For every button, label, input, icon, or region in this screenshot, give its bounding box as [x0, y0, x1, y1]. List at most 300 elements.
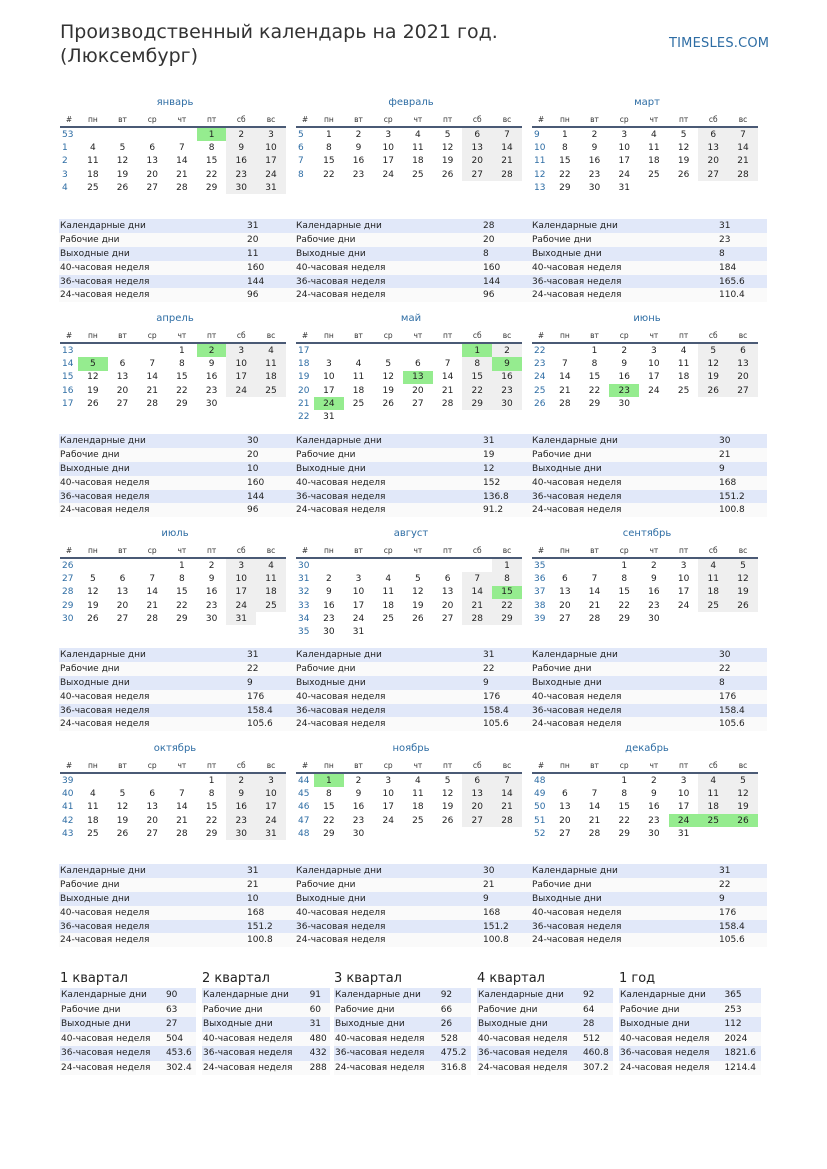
weekday-header: ср: [609, 544, 639, 558]
stat-row: [295, 704, 531, 718]
day-cell: [728, 397, 758, 410]
stat-row: [60, 1003, 196, 1018]
week-number: 18: [298, 358, 310, 369]
stat-row: [619, 1003, 761, 1018]
day-cell: 11: [382, 587, 394, 598]
day-cell: 15: [618, 587, 630, 598]
stat-value: 9: [718, 462, 767, 476]
day-cell: 21: [146, 385, 158, 396]
day-cell: 11: [648, 142, 660, 153]
stat-label: 36-часовая неделя: [477, 1046, 582, 1061]
week-row: [60, 141, 286, 154]
day-cell: 8: [325, 142, 332, 153]
day-cell: 14: [588, 587, 601, 598]
stat-value: 96: [246, 503, 295, 517]
weekday-header: чт: [639, 759, 669, 773]
stat-value: 60: [309, 1003, 330, 1018]
day-cell: 23: [352, 815, 365, 826]
week-number: 48: [298, 828, 310, 839]
week-row: [296, 371, 522, 384]
day-cell: 11: [412, 142, 424, 153]
week-row: [532, 141, 758, 154]
stat-label: Рабочие дни: [60, 1003, 165, 1018]
stat-label: 40-часовая неделя: [202, 1032, 309, 1047]
day-cell: 31: [256, 827, 286, 840]
stat-row: [295, 878, 531, 892]
weekday-header: пт: [433, 544, 463, 558]
day-cell: 27: [116, 398, 129, 409]
week-row: [532, 384, 758, 397]
day-cell: 6: [561, 788, 568, 799]
stat-value: 31: [718, 864, 767, 878]
stat-row: [60, 988, 196, 1003]
day-cell: 9: [591, 142, 598, 153]
month-name: сентябрь: [622, 528, 672, 539]
week-row: [296, 384, 522, 397]
stat-value: 176: [718, 690, 767, 704]
day-cell: 27: [146, 828, 158, 839]
day-cell: 7: [149, 358, 156, 369]
day-cell: 4: [698, 773, 728, 787]
stat-label: Выходные дни: [295, 247, 482, 261]
day-cell: 5: [680, 129, 687, 140]
day-cell: 15: [559, 156, 571, 167]
stat-label: Календарные дни: [59, 648, 246, 662]
day-cell: 17: [677, 802, 690, 813]
stat-value: 158.4: [718, 920, 767, 934]
day-cell: 19: [728, 586, 758, 599]
stat-row: [295, 920, 531, 934]
weekday-header: ср: [137, 544, 167, 558]
day-cell: 5: [119, 788, 126, 799]
stat-value: 144: [246, 275, 295, 289]
stat-row: [334, 988, 471, 1003]
day-cell: 23: [588, 169, 601, 180]
week-number: 27: [62, 573, 74, 584]
day-cell: 2: [355, 129, 362, 140]
day-cell: 16: [205, 372, 218, 383]
weekday-header: сб: [698, 544, 728, 558]
month-stats: [59, 864, 295, 947]
day-cell: 25: [87, 828, 99, 839]
stat-row: [59, 690, 295, 704]
stat-value: 151.2: [482, 920, 531, 934]
stat-value: 152: [482, 476, 531, 490]
brand-logo-text[interactable]: TIMESLES.COM: [669, 36, 770, 51]
day-cell: 3: [680, 560, 687, 571]
day-cell: 25: [698, 599, 728, 612]
weekday-header: вс: [492, 544, 522, 558]
stat-label: 24-часовая неделя: [531, 717, 718, 731]
week-number: 25: [534, 385, 546, 396]
stat-value: 316.8: [440, 1061, 471, 1076]
weekday-header: вт: [344, 544, 374, 558]
month-table: [60, 544, 286, 625]
day-cell: 26: [87, 613, 99, 624]
stat-label: 36-часовая неделя: [59, 920, 246, 934]
stat-label: 24-часовая неделя: [59, 933, 246, 947]
stat-label: Календарные дни: [531, 434, 718, 448]
week-row: [60, 572, 286, 585]
day-cell: [137, 343, 167, 357]
month-stats: [59, 219, 295, 302]
week-number: 17: [298, 345, 310, 356]
day-cell: 16: [588, 156, 601, 167]
stat-label: 24-часовая неделя: [295, 933, 482, 947]
day-cell: [78, 558, 108, 572]
day-cell: 26: [677, 169, 690, 180]
day-cell: 2: [197, 343, 227, 357]
week-number: 49: [534, 788, 546, 799]
week-number: 41: [62, 802, 74, 813]
day-cell: 15: [618, 802, 630, 813]
day-cell: 21: [559, 385, 571, 396]
month-name: август: [393, 528, 429, 539]
stat-label: Выходные дни: [295, 676, 482, 690]
stat-label: Календарные дни: [334, 988, 440, 1003]
day-cell: [137, 127, 167, 141]
day-cell: 23: [226, 814, 256, 827]
week-row: [532, 787, 758, 800]
day-cell: 5: [119, 142, 126, 153]
day-cell: 15: [205, 156, 218, 167]
month-table: [60, 759, 286, 840]
weekday-header: пн: [314, 759, 344, 773]
day-cell: [433, 625, 463, 638]
weekday-header: пн: [550, 759, 580, 773]
weekday-header: чт: [639, 113, 669, 127]
day-cell: 8: [492, 572, 522, 585]
weekday-header: ср: [373, 113, 403, 127]
day-cell: 15: [492, 586, 522, 599]
quarter-title: 2 квартал: [202, 971, 270, 986]
day-cell: [108, 127, 138, 141]
stat-label: Календарные дни: [202, 988, 309, 1003]
day-cell: 15: [205, 802, 218, 813]
day-cell: 11: [698, 572, 728, 585]
day-cell: 20: [462, 801, 492, 814]
month-name: декабрь: [625, 743, 669, 754]
day-cell: 18: [382, 600, 394, 611]
day-cell: 29: [176, 398, 188, 409]
weekday-header: ср: [373, 759, 403, 773]
day-cell: 2: [651, 775, 657, 786]
stat-value: 10: [246, 892, 295, 906]
week-number: 35: [534, 560, 546, 571]
stat-label: Рабочие дни: [531, 233, 718, 247]
day-cell: 25: [698, 814, 728, 827]
day-cell: 10: [677, 788, 690, 799]
week-row: [296, 801, 522, 814]
stat-label: Календарные дни: [295, 219, 482, 233]
day-cell: [373, 827, 403, 840]
week-number: 30: [62, 613, 74, 624]
stat-row: [531, 704, 767, 718]
day-cell: 5: [728, 558, 758, 572]
day-cell: 30: [226, 827, 256, 840]
day-cell: 14: [146, 587, 158, 598]
day-cell: 6: [149, 788, 156, 799]
stat-label: 36-часовая неделя: [59, 490, 246, 504]
stat-row: [295, 490, 531, 504]
stat-value: 158.4: [718, 704, 767, 718]
stat-row: [531, 219, 767, 233]
day-cell: 30: [205, 398, 218, 409]
quarter-table: [202, 988, 330, 1075]
month-stats: [531, 648, 767, 731]
day-cell: 16: [648, 587, 660, 598]
weekday-header: пт: [433, 113, 463, 127]
day-cell: 22: [588, 385, 601, 396]
day-cell: 3: [621, 129, 628, 140]
day-cell: 2: [226, 127, 256, 141]
day-cell: 25: [412, 169, 424, 180]
day-cell: [462, 410, 492, 423]
day-cell: 31: [677, 828, 690, 839]
day-cell: 18: [256, 371, 286, 384]
day-cell: 28: [492, 168, 522, 181]
day-cell: 18: [648, 156, 660, 167]
week-row: [296, 572, 522, 585]
stat-value: 28: [582, 1017, 613, 1032]
day-cell: 14: [492, 141, 522, 154]
week-row: [60, 827, 286, 840]
stat-value: 90: [165, 988, 196, 1003]
stat-value: 22: [482, 662, 531, 676]
day-cell: 20: [116, 385, 129, 396]
day-cell: [78, 127, 108, 141]
day-cell: [108, 773, 138, 787]
stat-value: 100.8: [482, 933, 531, 947]
stat-label: 40-часовая неделя: [59, 906, 246, 920]
day-cell: 1: [561, 129, 568, 140]
day-cell: 29: [205, 828, 218, 839]
day-cell: [344, 343, 374, 357]
day-cell: 14: [559, 372, 571, 383]
stat-label: Выходные дни: [59, 676, 246, 690]
quarter-title: 1 год: [619, 971, 656, 986]
day-cell: 1: [621, 775, 628, 786]
day-cell: 28: [462, 612, 492, 625]
week-number: 28: [62, 587, 74, 598]
day-cell: 8: [561, 142, 568, 153]
stat-row: [59, 476, 295, 490]
weekday-header: чт: [167, 329, 197, 343]
stat-value: 151.2: [718, 490, 767, 504]
week-number: 43: [62, 828, 74, 839]
week-row: [532, 127, 758, 141]
day-cell: 9: [355, 788, 362, 799]
day-cell: 8: [325, 788, 332, 799]
day-cell: 21: [441, 385, 454, 396]
stat-label: Календарные дни: [295, 648, 482, 662]
stat-row: [531, 864, 767, 878]
day-cell: 17: [677, 587, 690, 598]
week-number: 22: [298, 412, 310, 423]
day-cell: 21: [588, 815, 601, 826]
day-cell: 18: [698, 586, 728, 599]
weekday-header: ср: [137, 329, 167, 343]
stat-value: 460.8: [582, 1046, 613, 1061]
stat-label: 24-часовая неделя: [334, 1061, 440, 1076]
day-cell: [669, 397, 699, 410]
week-row: [60, 558, 286, 572]
week-row: [296, 168, 522, 181]
day-cell: [78, 343, 108, 357]
day-cell: 9: [208, 358, 215, 369]
day-cell: 14: [176, 802, 188, 813]
week-number: 45: [298, 788, 310, 799]
stat-row: [295, 261, 531, 275]
day-cell: 28: [146, 398, 158, 409]
week-number-header: #: [532, 544, 550, 558]
day-cell: 19: [116, 815, 129, 826]
month-table: [296, 544, 522, 639]
day-cell: 23: [648, 815, 660, 826]
stat-value: 31: [309, 1017, 330, 1032]
day-cell: 19: [87, 600, 99, 611]
month-stats: [295, 219, 531, 302]
stat-value: 31: [482, 648, 531, 662]
weekday-header: чт: [167, 759, 197, 773]
stat-label: 24-часовая неделя: [59, 288, 246, 302]
day-cell: 15: [323, 156, 335, 167]
day-cell: 16: [648, 802, 660, 813]
stat-value: 31: [246, 648, 295, 662]
stat-row: [531, 878, 767, 892]
stat-row: [59, 247, 295, 261]
day-cell: 4: [89, 788, 96, 799]
stat-value: 504: [165, 1032, 196, 1047]
weekday-header: чт: [639, 329, 669, 343]
day-cell: 25: [677, 385, 690, 396]
day-cell: 13: [146, 802, 158, 813]
day-cell: 10: [226, 357, 256, 370]
week-row: [296, 787, 522, 800]
weekday-header: пн: [78, 544, 108, 558]
stat-label: Календарные дни: [59, 864, 246, 878]
stat-value: 2024: [723, 1032, 761, 1047]
stat-label: 40-часовая неделя: [531, 476, 718, 490]
weekday-header: вт: [580, 329, 610, 343]
stat-value: 453.6: [165, 1046, 196, 1061]
day-cell: [78, 773, 108, 787]
weekday-header: сб: [226, 759, 256, 773]
day-cell: 26: [728, 814, 758, 827]
day-cell: 14: [492, 787, 522, 800]
day-cell: 21: [492, 155, 522, 168]
stat-value: 432: [309, 1046, 330, 1061]
day-cell: 22: [205, 815, 218, 826]
quarter-title: 4 квартал: [477, 971, 545, 986]
stat-value: 1214.4: [723, 1061, 761, 1076]
day-cell: 22: [618, 815, 630, 826]
day-cell: 20: [146, 169, 158, 180]
day-cell: 3: [355, 573, 362, 584]
week-number: 29: [62, 600, 74, 611]
stat-row: [334, 1061, 471, 1076]
day-cell: [462, 625, 492, 638]
day-cell: 21: [146, 600, 158, 611]
stat-value: 31: [246, 864, 295, 878]
weekday-header: ср: [609, 113, 639, 127]
day-cell: 26: [116, 828, 129, 839]
day-cell: 23: [492, 384, 522, 397]
day-cell: 25: [256, 599, 286, 612]
day-cell: 11: [87, 802, 99, 813]
stat-value: 168: [246, 906, 295, 920]
weekday-header: сб: [462, 329, 492, 343]
stat-value: 10: [246, 462, 295, 476]
day-cell: 7: [179, 788, 185, 799]
month-calendar: [296, 312, 526, 424]
day-cell: 13: [441, 587, 454, 598]
day-cell: 2: [355, 775, 362, 786]
stat-value: 176: [718, 906, 767, 920]
day-cell: 10: [382, 788, 394, 799]
week-number-header: #: [532, 759, 550, 773]
day-cell: 25: [648, 169, 660, 180]
stat-value: 112: [723, 1017, 761, 1032]
stat-row: [202, 1003, 330, 1018]
weekday-header: вс: [492, 329, 522, 343]
day-cell: [698, 181, 728, 194]
stat-row: [477, 1046, 613, 1061]
day-cell: [373, 410, 403, 423]
week-number-header: #: [60, 544, 78, 558]
stat-row: [477, 1032, 613, 1047]
stat-value: 288: [309, 1061, 330, 1076]
stat-value: 158.4: [482, 704, 531, 718]
stat-row: [531, 503, 767, 517]
day-cell: 9: [226, 787, 256, 800]
weekday-header: ср: [373, 329, 403, 343]
stat-row: [531, 476, 767, 490]
stat-label: Рабочие дни: [531, 662, 718, 676]
day-cell: 6: [149, 142, 156, 153]
day-cell: 31: [618, 182, 630, 193]
day-cell: [698, 397, 728, 410]
month-calendar: [296, 527, 526, 639]
day-cell: 18: [87, 169, 99, 180]
stat-value: 136.8: [482, 490, 531, 504]
weekday-header: вт: [108, 544, 138, 558]
day-cell: 6: [119, 358, 126, 369]
stat-row: [59, 864, 295, 878]
day-cell: 7: [179, 142, 185, 153]
stat-label: 36-часовая неделя: [334, 1046, 440, 1061]
day-cell: 18: [677, 372, 690, 383]
day-cell: 24: [382, 815, 394, 826]
month-table: [296, 759, 522, 840]
day-cell: [403, 625, 433, 638]
day-cell: 19: [382, 385, 394, 396]
day-cell: 19: [412, 600, 424, 611]
stat-label: 36-часовая неделя: [295, 920, 482, 934]
day-cell: 8: [179, 573, 185, 584]
day-cell: 24: [648, 385, 660, 396]
week-number: 13: [534, 182, 546, 193]
day-cell: 1: [462, 343, 492, 357]
day-cell: 13: [116, 372, 129, 383]
day-cell: 1: [621, 560, 628, 571]
week-number: 26: [534, 398, 546, 409]
day-cell: [728, 612, 758, 625]
stat-value: 21: [246, 878, 295, 892]
weekday-header: сб: [462, 113, 492, 127]
day-cell: 28: [176, 182, 188, 193]
stat-label: 24-часовая неделя: [59, 503, 246, 517]
